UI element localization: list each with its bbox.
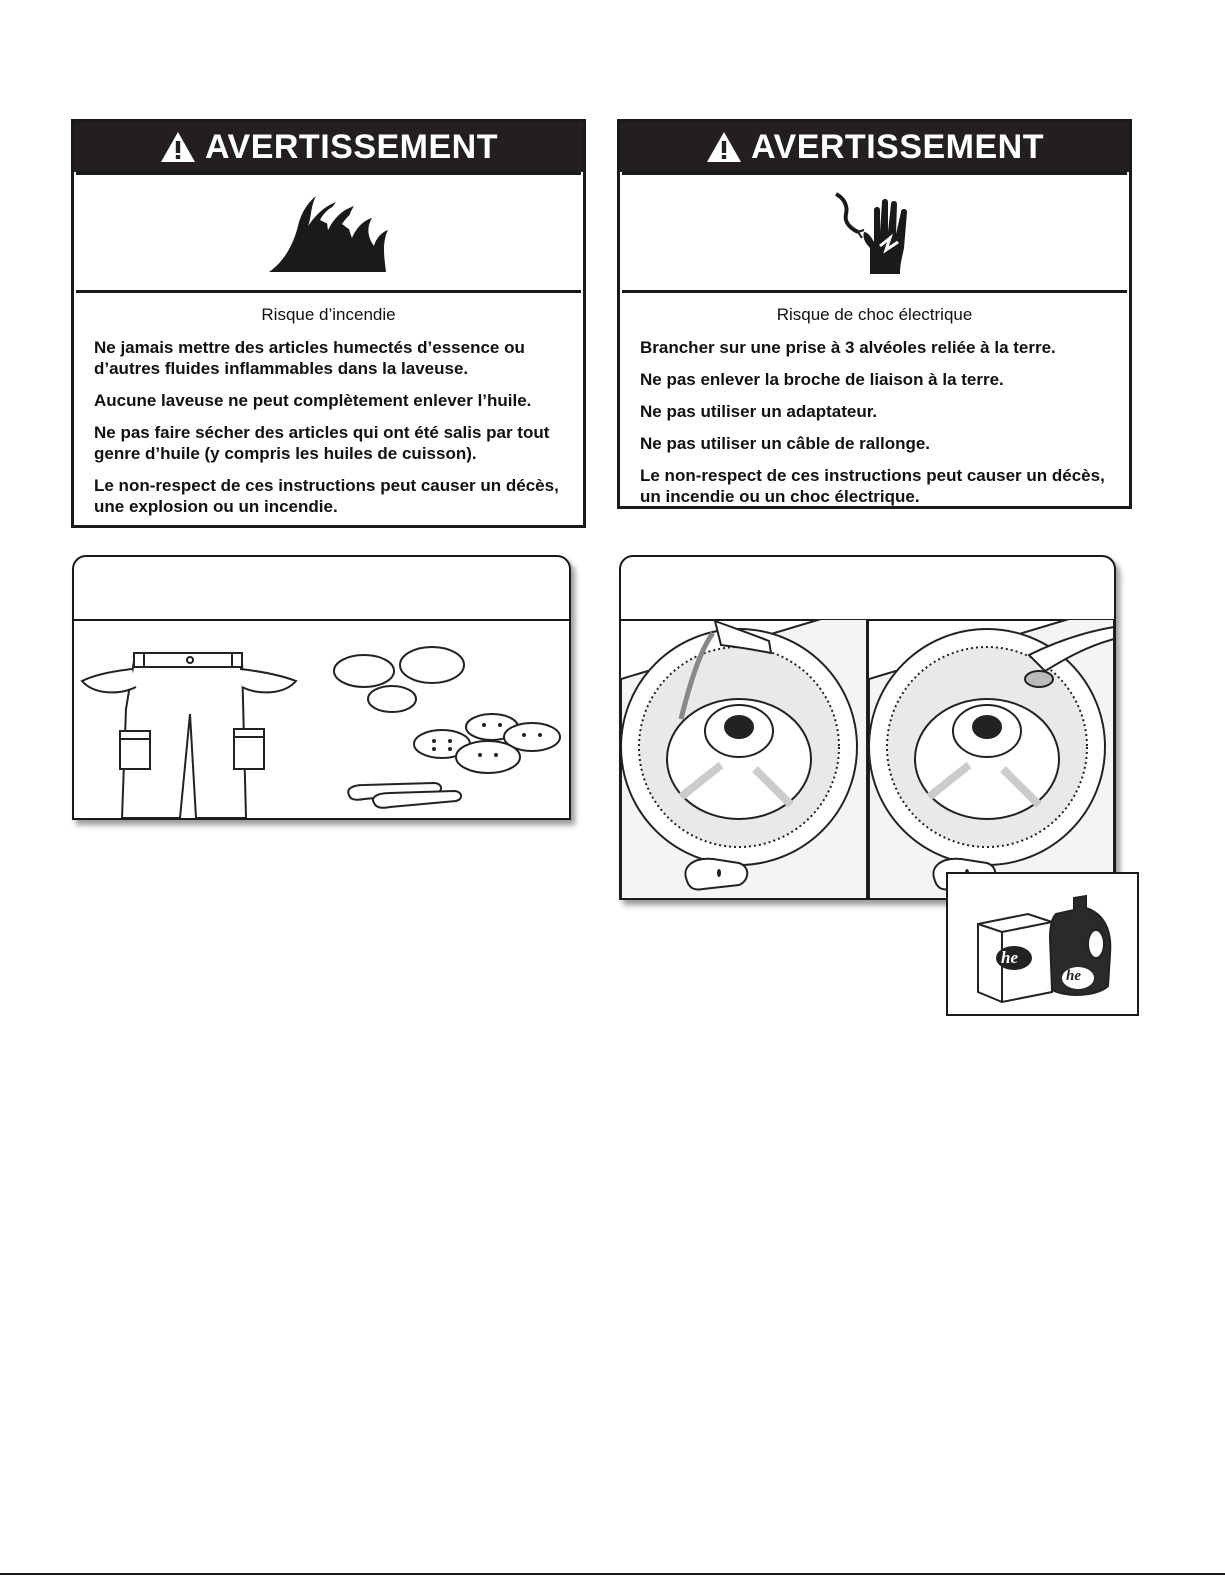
electric-shock-hand-icon (830, 188, 920, 278)
footer-rule (0, 1573, 1225, 1575)
coin-icon (334, 655, 394, 687)
shock-warning-line: Ne pas enlever la broche de liaison à la terre. (640, 370, 1004, 389)
shock-warning-line: Le non-respect de ces instructions peut causer un décès, un incendie ou un choc électrique. (640, 466, 1105, 506)
warning-triangle-icon (159, 130, 197, 164)
shock-warning-line: Ne pas utiliser un câble de rallonge. (640, 434, 931, 453)
button-icon (456, 741, 520, 773)
fire-warning-header (74, 122, 583, 172)
washer-detergent-panel-header (621, 557, 1114, 621)
shock-warning-line: Brancher sur une prise à 3 alvéoles reliée à la terre. (640, 338, 1056, 357)
empty-pockets-panel (72, 555, 571, 820)
pants-coins-buttons-illustration (74, 619, 569, 818)
fire-warning-box (71, 119, 586, 528)
fire-warning-line: Aucune laveuse ne peut complètement enlever l’huile. (94, 391, 532, 410)
fire-warning-subtitle: Risque d’incendie (261, 305, 396, 324)
fire-warning-title: AVERTISSEMENT (204, 127, 498, 166)
safety-pin-icon (373, 791, 461, 808)
fire-warning-line: Le non-respect de ces instructions peut causer un décès, une explosion ou un incendie. (94, 476, 559, 516)
empty-pockets-panel-header (74, 557, 569, 621)
he-logo-bottle: he (1066, 968, 1081, 984)
shock-warning-subtitle: Risque de choc électrique (776, 305, 973, 324)
shock-warning-line: Ne pas utiliser un adaptateur. (640, 402, 878, 421)
shock-warning-box (617, 119, 1132, 509)
washer-drum-powder (869, 619, 1114, 898)
washer-detergent-panel (619, 555, 1116, 900)
shock-icon-area (622, 172, 1127, 293)
washer-drum-liquid (621, 619, 869, 898)
shock-warning-title: AVERTISSEMENT (750, 127, 1044, 166)
fire-warning-line: Ne jamais mettre des articles humectés d’essence ou d’autres fluides inflammables dans la laveuse. (94, 338, 525, 378)
coin-icon (368, 686, 416, 712)
warning-triangle-icon (705, 130, 743, 164)
fire-icon (264, 190, 394, 275)
coin-icon (400, 647, 464, 683)
he-detergent-inset (946, 872, 1139, 1016)
fire-icon-area (76, 172, 581, 293)
he-logo-box: he (1001, 948, 1018, 967)
shock-warning-header (620, 122, 1129, 172)
fire-warning-line: Ne pas faire sécher des articles qui ont été salis par tout genre d’huile (y compris les huiles de cuisson). (94, 423, 550, 463)
